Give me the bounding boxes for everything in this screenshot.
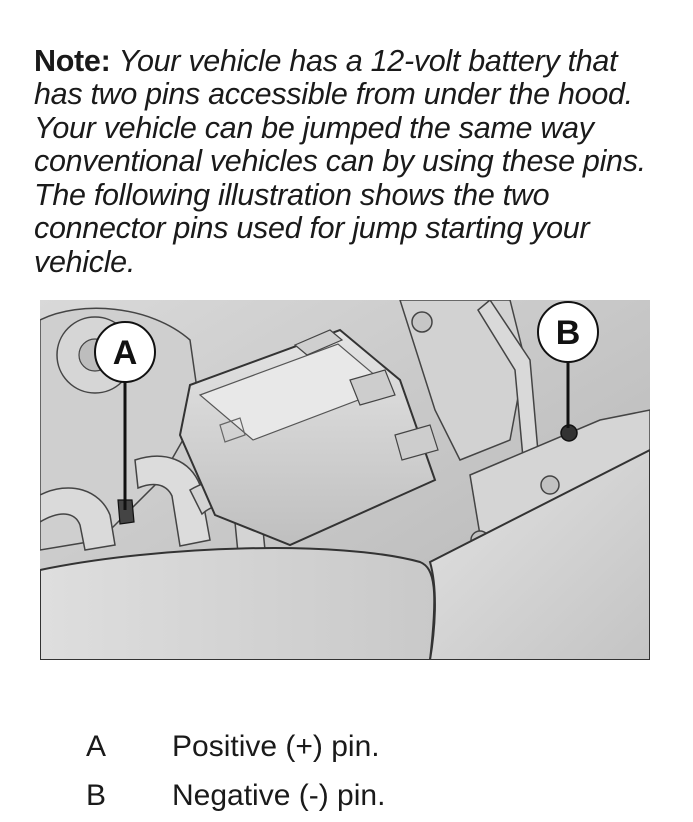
hood-panel <box>40 548 434 660</box>
legend-text-b: Negative (-) pin. <box>172 778 386 812</box>
note-lead: Note: <box>34 43 111 78</box>
note-body: Your vehicle has a 12-volt battery that has two pins accessible from under the hood. Your vehicle can be jumped the same way conventional vehicles can by using these pins. The following illustration shows the two connector pins used for jump starting your vehicle. <box>34 43 646 279</box>
note-paragraph <box>34 45 664 280</box>
legend-key-b: B <box>86 778 107 812</box>
callout-b-label: B <box>555 314 581 352</box>
legend-row-a <box>86 722 385 771</box>
callout-a-label: A <box>112 334 138 372</box>
legend-row-b <box>86 771 385 820</box>
strut-bolt <box>412 312 432 332</box>
bracket-bolt-1 <box>541 476 559 494</box>
legend-text-a: Positive (+) pin. <box>172 729 380 763</box>
engine-bay-illustration <box>40 300 650 660</box>
legend-key-a: A <box>86 729 107 763</box>
pin-legend <box>86 722 385 820</box>
